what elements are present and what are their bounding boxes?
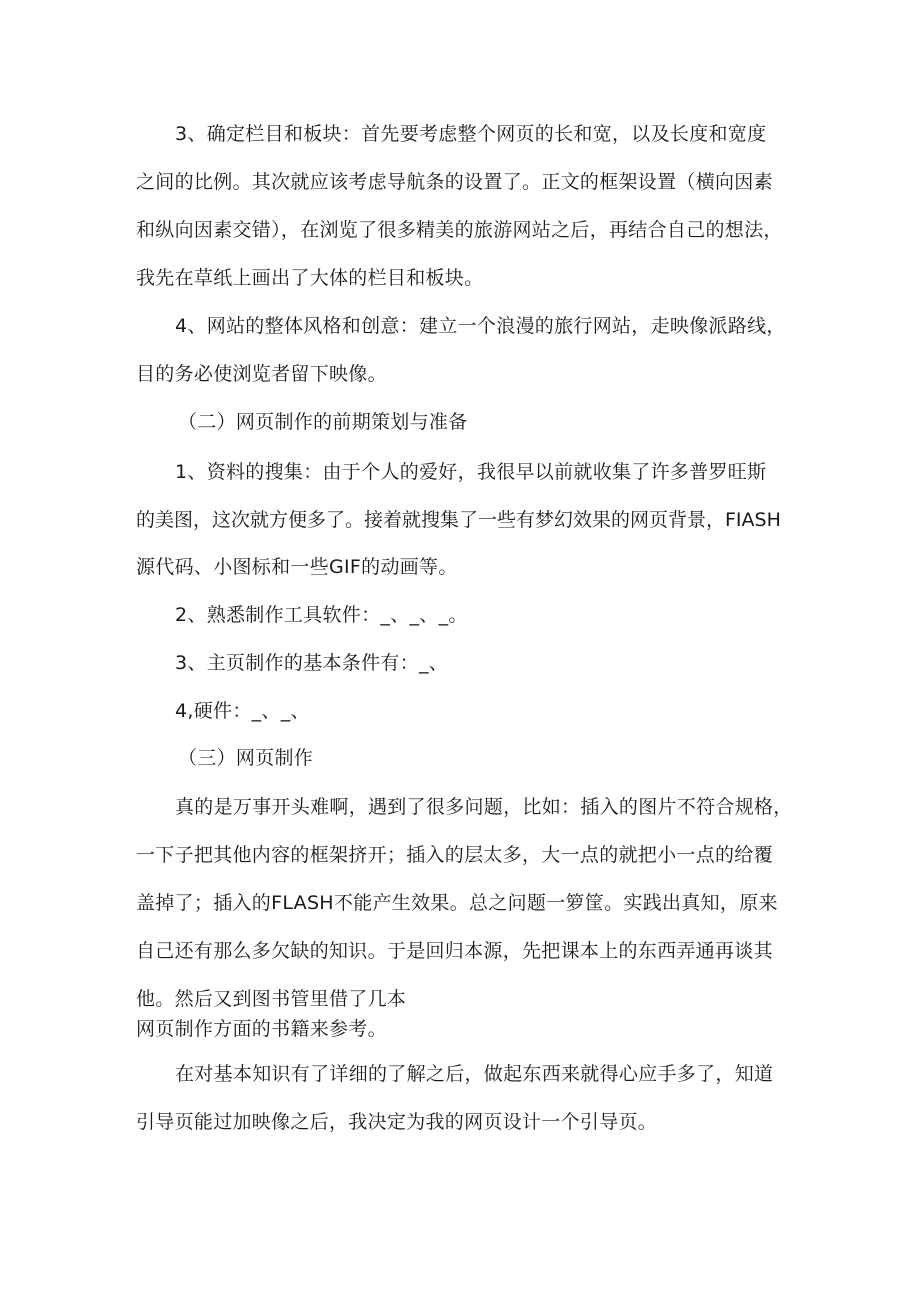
paragraph-4: 2、熟悉制作工具软件：_、_、_。 (175, 604, 468, 626)
paragraph-8-line-1: 在对基本知识有了详细的了解之后，做起东西来就得心应手多了，知道 (175, 1063, 774, 1085)
paragraph-7-line-6: 网页制作方面的书籍来参考。 (136, 1018, 387, 1040)
paragraph-2-line-2: 目的务必使浏览者留下映像。 (136, 363, 387, 385)
paragraph-3-line-1: 1、资料的搜集：由于个人的爱好，我很早以前就收集了许多普罗旺斯 (175, 461, 767, 483)
paragraph-7-line-2: 一下子把其他内容的框架挤开；插入的层太多，大一点的就把小一点的给覆 (136, 844, 773, 866)
paragraph-7-line-3: 盖掉了；插入的FLASH不能产生效果。总之问题一箩筐。实践出真知，原来 (136, 892, 778, 914)
paragraph-1-line-4: 我先在草纸上画出了大体的栏目和板块。 (136, 267, 484, 289)
paragraph-8-line-2: 引导页能过加映像之后，我决定为我的网页设计一个引导页。 (136, 1111, 658, 1133)
paragraph-7-line-1: 真的是万事开头难啊，遇到了很多问题，比如：插入的图片不符合规格， (175, 796, 793, 818)
paragraph-7-line-5: 他。然后又到图书管里借了几本 (136, 988, 407, 1010)
paragraph-1-line-3: 和纵向因素交错），在浏览了很多精美的旅游网站之后，再结合自己的想法， (136, 219, 783, 241)
paragraph-3-line-2: 的美图，这次就方便多了。接着就搜集了一些有梦幻效果的网页背景，FIASH (136, 509, 781, 531)
paragraph-7-line-4: 自己还有那么多欠缺的知识。于是回归本源，先把课本上的东西弄通再谈其 (136, 940, 773, 962)
paragraph-6: 4,硬件：_、_、 (175, 700, 310, 722)
paragraph-2-line-1: 4、网站的整体风格和创意：建立一个浪漫的旅行网站，走映像派路线， (175, 315, 786, 337)
section-heading-3: （三）网页制作 (178, 747, 314, 769)
paragraph-1-line-2: 之间的比例。其次就应该考虑导航条的设置了。正文的框架设置（横向因素 (136, 171, 773, 193)
paragraph-1-line-1: 3、确定栏目和板块：首先要考虑整个网页的长和宽，以及长度和宽度 (175, 123, 767, 145)
paragraph-5: 3、主页制作的基本条件有：_、 (175, 652, 449, 674)
section-heading-2: （二）网页制作的前期策划与准备 (178, 411, 468, 433)
paragraph-3-line-3: 源代码、小图标和一些GIF的动画等。 (136, 556, 458, 578)
